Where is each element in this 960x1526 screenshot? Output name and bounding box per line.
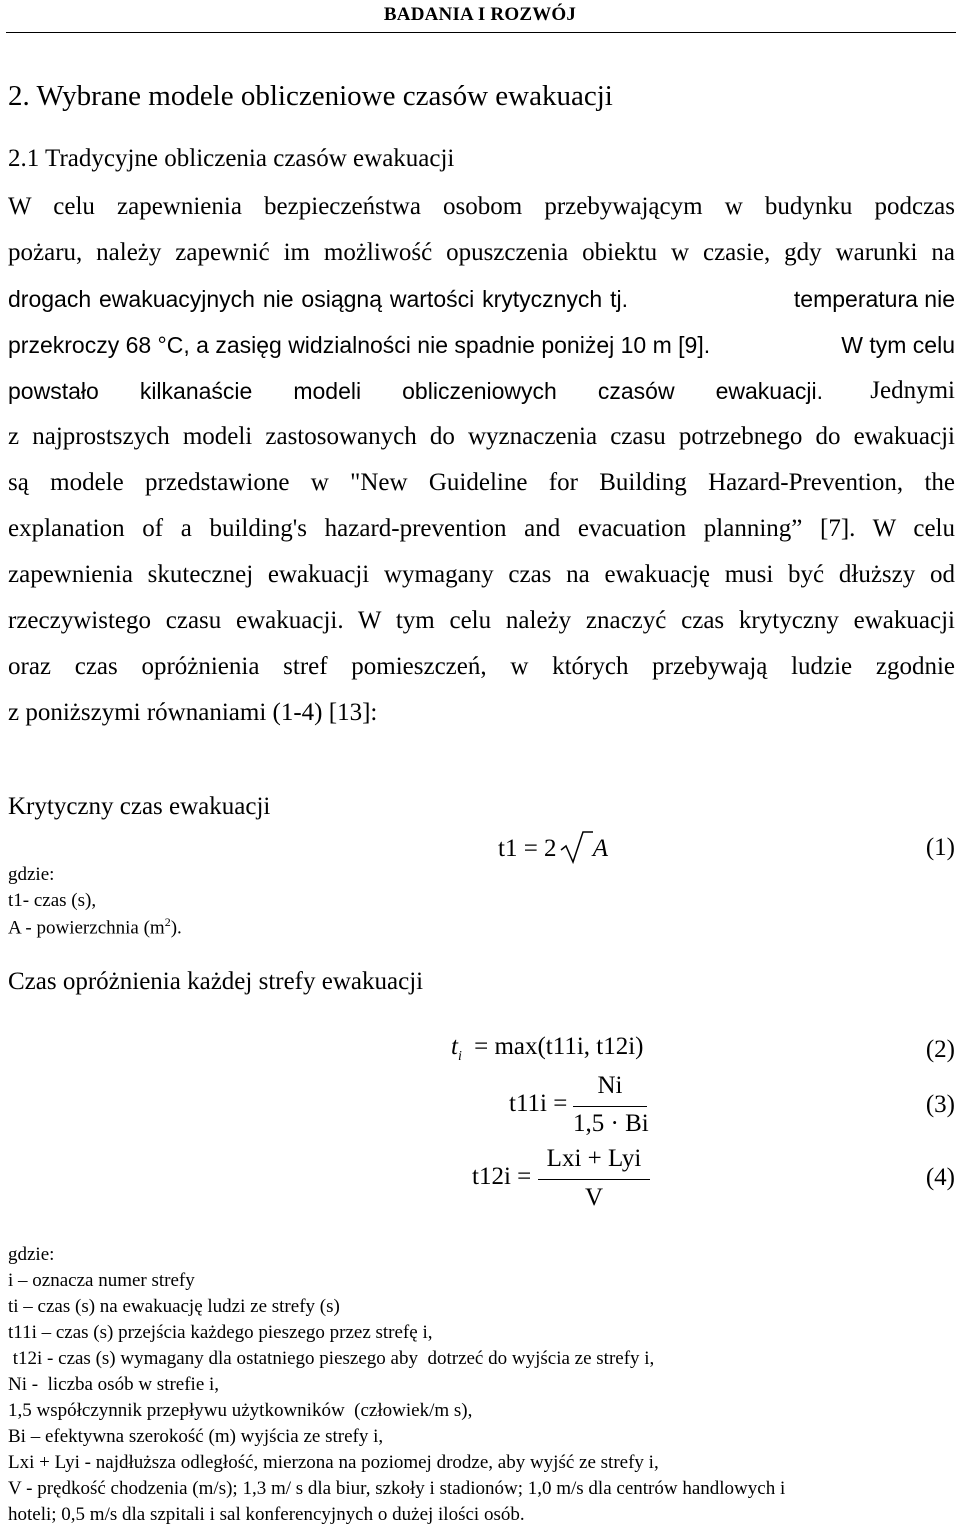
definition-item: t12i - czas (s) wymagany dla ostatniego pieszego aby dotrzeć do wyjścia ze strefy i, [8, 1348, 655, 1369]
equation-2: $t_i = \max(t11i$, t12i) [451, 1033, 644, 1064]
body-line: zapewnienia skutecznej ewakuacji wymagany czas na ewakuację musi być dłuższy od [8, 561, 955, 588]
eq1-arg: A [592, 835, 609, 862]
equation-3-lhs: t11i = [509, 1090, 568, 1117]
equation-4-lhs: t12i = [472, 1163, 532, 1190]
body-line: są modele przedstawione w "New Guideline for Building Hazard-Prevention, the [8, 469, 955, 496]
definition-item: i – oznacza numer strefy [8, 1270, 195, 1291]
body-line [8, 374, 823, 408]
body-line [822, 328, 955, 363]
emptying-heading: Czas opróżnienia każdej strefy ewakuacji [8, 968, 424, 995]
definition-item: Bi – efektywna szerokość (m) wyjścia ze strefy i, [8, 1426, 384, 1447]
equation-3-numerator: Ni [597, 1072, 623, 1099]
header-rule [6, 32, 956, 33]
critical-heading: Krytyczny czas ewakuacji [8, 793, 271, 820]
body-line-sans: drogach ewakuacyjnych nie osiągną wartości krytycznych tj. [8, 286, 628, 312]
section-title: 2. Wybrane modele obliczeniowe czasów ewakuacji [8, 80, 613, 112]
body-line: pożaru, należy zapewnić im możliwość opuszczenia obiektu w czasie, gdy warunki na [8, 239, 955, 266]
equation-2-number: (2) [925, 1036, 955, 1063]
definition-item: Ni - liczba osób w strefie i, [8, 1374, 220, 1395]
definition-item: ti – czas (s) na ewakuację ludzi ze strefy (s) [8, 1296, 340, 1317]
equation-3-fraction-bar [573, 1106, 647, 1107]
definition-item: V - prędkość chodzenia (m/s); 1,3 m/ s dla biur, szkoły i stadionów; 1,0 m/s dla centrów handlowych i [8, 1478, 786, 1499]
body-line-sans: przekroczy 68 °C, a zasięg widzialności nie spadnie poniżej 10 m [9]. [8, 332, 711, 358]
equation-4-numerator: Lxi + Lyi [546, 1145, 642, 1172]
body-line: Jednymi [870, 377, 955, 404]
body-line-sans: W tym celu [841, 332, 955, 358]
body-line-sans: temperatura nie [793, 286, 955, 312]
definition-item: gdzie: [8, 1244, 55, 1265]
body-line: W celu zapewnienia bezpieczeństwa osobom przebywającym w budynku podczas [8, 193, 955, 220]
body-line: oraz czas opróżnienia stref pomieszczeń, w których przebywają ludzie zgodnie [8, 653, 955, 680]
critical-def-area: A - powierzchnia $(m^2)$. [8, 915, 182, 939]
equation-4-fraction-bar [538, 1179, 650, 1180]
body-line: z poniższymi równaniami (1-4) [13]: [8, 699, 378, 726]
equation-3-number: (3) [925, 1091, 955, 1118]
body-line-sans: powstało kilkanaście modeli obliczeniowych czasów ewakuacji. [8, 378, 823, 404]
body-line [8, 282, 628, 316]
definition-item: hoteli; 0,5 m/s dla szpitali i sal konferencyjnych o dużej ilości osób. [8, 1504, 525, 1525]
body-line [8, 328, 711, 362]
sqrt-symbol [559, 830, 593, 866]
definition-item: 1,5 współczynnik przepływu użytkowników (człowiek/m s), [8, 1400, 473, 1421]
equation-1 [498, 830, 608, 866]
critical-where-label: gdzie: [8, 864, 55, 885]
running-header: BADANIA I ROZWÓJ [383, 4, 577, 25]
equation-4-denominator: V [584, 1184, 604, 1211]
body-line [774, 282, 955, 317]
eq1-lhs: t1 = 2 [498, 835, 557, 862]
critical-def-t1: t1- czas (s), [8, 890, 97, 911]
equation-1-number: (1) [925, 834, 955, 861]
definition-item: Lxi + Lyi - najdłuższa odległość, mierzona na poziomej drodze, aby wyjść ze strefy i, [8, 1452, 659, 1473]
body-line: z najprostszych modeli zastosowanych do wyznaczenia czasu potrzebnego do ewakuacji [8, 423, 955, 450]
definition-item: t11i – czas (s) przejścia każdego pieszego przez strefę i, [8, 1322, 433, 1343]
body-line: rzeczywistego czasu ewakuacji. W tym celu należy znaczyć czas krytyczny ewakuacji [8, 607, 955, 634]
equation-3-denominator: 1,5 · Bi [573, 1110, 649, 1137]
subsection-title: 2.1 Tradycyjne obliczenia czasów ewakuacji [8, 145, 455, 172]
body-line: explanation of a building's hazard-prevention and evacuation planning” [7]. W celu [8, 515, 955, 542]
equation-4-number: (4) [925, 1164, 955, 1191]
